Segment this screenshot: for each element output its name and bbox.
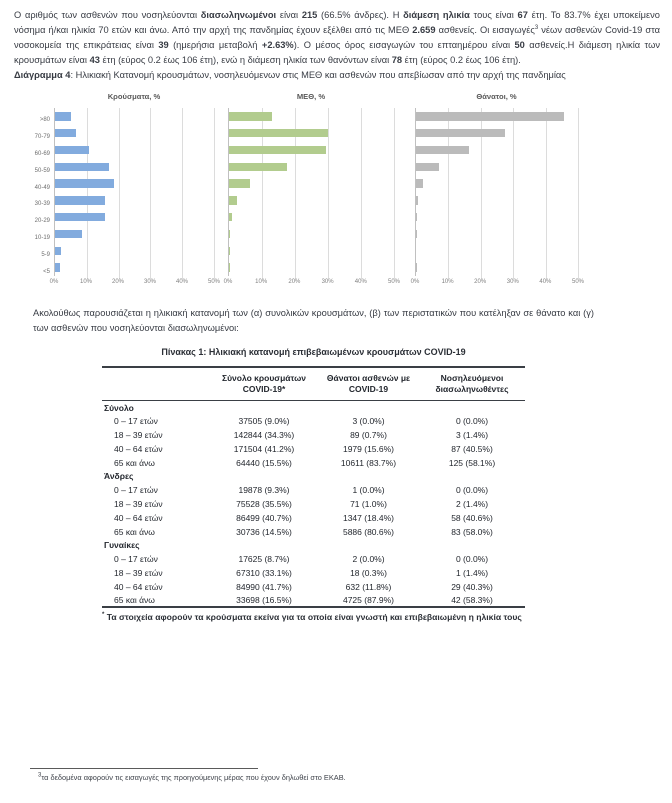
value-cell: 0 (0.0%) [455,554,489,565]
x-tick-label: 0% [410,279,420,285]
age-band-cell: 0 – 17 ετών [114,554,158,565]
bar-row [229,242,394,259]
age-band-cell: 18 – 39 ετών [114,429,163,440]
table-row [102,566,525,580]
value-cell: 1 (0.0%) [352,485,385,496]
text-segment: ασθενείς.Η διάμεση ηλικία των κρουσμάτων είναι [14,40,660,65]
bar [229,129,328,138]
value-cell: 83 (58.0%) [451,526,493,537]
value-cell: 89 (0.7%) [350,429,387,440]
value-cell: 84990 (41.7%) [236,581,292,592]
value-cell: 64440 (15.5%) [236,457,292,468]
x-tick-label: 20% [474,279,487,285]
text-segment: (ημερήσια μεταβολή [168,40,262,50]
bar-row [416,192,578,209]
table-title: Πίνακας 1: Ηλικιακή κατανομή επιβεβαιωμένων κρουσμάτων COVID-19 [161,347,466,357]
y-axis-label: 20-29 [34,218,50,225]
bar-row [229,226,394,243]
x-tick-label: 30% [143,279,157,285]
gridline [214,108,215,279]
bar-row [55,242,214,259]
chart-icu-xticks [223,279,401,291]
chart-deaths-plot [415,108,578,276]
text-segment: είναι [276,10,302,20]
text-segment: έτη (εύρος 0.2 έως 106 έτη). [402,55,521,65]
text-segment: Διάγραμμα 4 [14,70,71,80]
x-tick-label: 10% [255,279,268,285]
bar-row [416,209,578,226]
superscript-marker: 3 [38,772,42,779]
bar [55,230,82,239]
chart-cases-xticks [49,279,221,291]
bar-row [55,192,214,209]
page-footnote [30,768,630,782]
age-band-cell: 0 – 17 ετών [114,485,158,496]
table-header-row [102,367,525,401]
age-band-cell: 65 και άνω [114,457,155,468]
text-segment: 67 [517,10,528,20]
value-cell: 87 (40.5%) [451,443,493,454]
age-band-cell: 40 – 64 ετών [114,512,163,523]
y-axis-label: 50-59 [34,167,50,174]
value-cell: 71 (1.0%) [350,498,387,509]
y-axis-label: >80 [39,117,50,124]
bar [55,146,89,155]
chart-deaths-xticks [410,279,585,291]
age-band-cell: 0 – 17 ετών [114,416,158,427]
bar [229,213,232,222]
table-column-header: Θάνατοι ασθενών με COVID-19 [318,367,419,401]
gridline [578,108,579,279]
value-cell: 0 (0.0%) [455,416,489,427]
y-axis-label: 60-69 [34,150,50,157]
bar-row [416,125,578,142]
page-footnote-text [38,773,630,782]
y-axis-label: 5-9 [41,251,50,258]
chart-icu-title: ΜΕΘ, % [296,92,326,101]
value-cell: 29 (40.3%) [451,581,493,592]
bar [416,213,417,222]
bar [55,112,71,121]
bar-row [416,108,578,125]
value-cell: 67310 (33.1%) [236,567,292,578]
x-tick-label: 0% [223,279,233,285]
bar [229,163,287,172]
text-segment: 2.659 [412,25,436,35]
table-group-label: Σύνολο [104,402,134,413]
bar [416,146,469,155]
table-group-row [102,538,525,552]
table-header-blank [102,367,210,401]
bar [55,247,61,256]
y-axis-label: 30-39 [34,201,50,208]
value-cell: 1347 (18.4%) [342,512,395,523]
bar-row [416,142,578,159]
text-segment: Τα στοιχεία αφορούν τα κρούσματα εκείνα για τα οποία είναι γνωστή και επιβεβαιωμένη η ηλικία τους [104,612,522,623]
text-segment: τους είναι [469,10,518,20]
text-segment: 78 [391,55,403,65]
table-row [102,456,525,470]
bar [229,179,250,188]
y-axis-label: 10-19 [34,234,50,241]
x-tick-label: 40% [539,279,552,285]
value-cell: 632 (11.8%) [345,581,392,592]
text-segment: +2.63% [261,40,294,50]
table-footnote [102,612,532,622]
value-cell: 3 (1.4%) [455,429,489,440]
table-row [102,594,525,608]
table-row [102,497,525,511]
age-band-cell: 18 – 39 ετών [114,567,163,578]
table-row [102,414,525,428]
footnote-divider [30,768,258,769]
bar [416,129,505,138]
table-group-label: Άνδρες [104,471,134,482]
bar [55,163,109,172]
table-group-row [102,401,525,415]
bar-row [55,125,214,142]
cases-table-header [102,367,525,401]
chart-cases [49,92,221,291]
text-segment: : Ηλικιακή Κατανομή κρουσμάτων, νοσηλευόμενων στις ΜΕΘ και ασθενών που απεβίωσαν από την αρχή της πανδημίας [70,70,566,80]
bar-row [55,226,214,243]
bar-row [416,158,578,175]
value-cell: 5886 (80.6%) [342,526,395,537]
x-tick-label: 10% [79,279,93,285]
chart-icu-plot [228,108,394,276]
bar-row [55,259,214,276]
bar [55,179,114,188]
diagram-caption [14,68,660,83]
text-segment: 50 [514,40,525,50]
x-tick-label: 40% [175,279,189,285]
chart-cases-title: Κρούσματα, % [107,92,161,101]
table-intro-paragraph: Ακολούθως παρουσιάζεται η ηλικιακή κατανομή των (α) συνολικών κρουσμάτων, (β) των περιστατικών που κατέληξαν σε θάνατο και (γ) των ασθενών που νοσηλεύονται διασωληνωμένοι: [33,308,594,333]
text-segment: τα δεδομένα αφορούν τις εισαγωγές της προηγούμενης μέρας που έχουν δηλωθεί στο ΕΚΑΒ. [41,773,346,782]
x-tick-label: 40% [354,279,367,285]
text-segment: ασθενείς. Οι εισαγωγές [435,25,535,35]
value-cell: 19878 (9.3%) [238,485,290,496]
bar [55,263,60,272]
value-cell: 75528 (35.5%) [236,498,292,509]
bar [416,112,564,121]
bar-row [229,158,394,175]
bar [229,112,272,121]
bar [55,129,76,138]
bar-row [55,175,214,192]
bar-row [416,259,578,276]
text-segment: 39 [158,40,169,50]
x-tick-label: 0% [49,279,59,285]
value-cell: 18 (0.3%) [350,567,387,578]
value-cell: 86499 (40.7%) [236,512,292,523]
bar [416,163,439,172]
bar-row [229,209,394,226]
text-segment: (66.5% άνδρες). Η [317,10,404,20]
bar-row [416,226,578,243]
bar [229,146,326,155]
text-segment: ). Ο μέσος όρος εισαγωγών του επταημέρου είναι [293,40,515,50]
text-segment: έτη. Το 83.7% έχει υποκείμενο νόσημα ή/και ηλικία 70 ετών και άνω. Από την αρχή της πανδημίας έχουν εξέλθει από τις ΜΕΘ [14,10,660,35]
value-cell: 2 (1.4%) [455,498,489,509]
chart-icu [223,92,401,291]
age-band-cell: 65 και άνω [114,526,155,537]
table-group-row [102,469,525,483]
superscript-marker: 3 [534,24,539,31]
x-tick-label: 30% [506,279,519,285]
bar-row [55,108,214,125]
bar-row [55,142,214,159]
text-segment: 43 [89,55,100,65]
bar-row [229,108,394,125]
superscript-marker: * [102,612,105,619]
table-row [102,511,525,525]
value-cell: 58 (40.6%) [451,512,493,523]
value-cell: 0 (0.0%) [455,485,489,496]
value-cell: 30736 (14.5%) [236,526,292,537]
cases-table-body [102,401,525,608]
x-tick-label: 50% [387,279,401,285]
age-band-cell: 40 – 64 ετών [114,443,163,454]
table-row [102,580,525,594]
age-distribution-figure [32,92,660,291]
bar-row [229,192,394,209]
bar [416,196,418,205]
text-segment: διάμεση ηλικία [403,10,470,20]
age-band-cell: 18 – 39 ετών [114,498,163,509]
value-cell: 33698 (16.5%) [236,595,292,606]
summary-paragraph [14,8,660,68]
x-tick-label: 50% [207,279,221,285]
cases-table [102,366,525,608]
table-row [102,442,525,456]
bar [55,196,105,205]
value-cell: 142844 (34.3%) [233,429,295,440]
bar-row [416,175,578,192]
x-tick-label: 10% [441,279,454,285]
y-axis-label: <5 [43,268,50,275]
bar-row [55,209,214,226]
table-group-label: Γυναίκες [104,540,140,551]
table-row [102,552,525,566]
bar-row [229,259,394,276]
bar-row [229,125,394,142]
chart-deaths [410,92,585,291]
x-tick-label: 50% [571,279,585,285]
age-band-cell: 40 – 64 ετών [114,581,163,592]
bar-row [55,158,214,175]
value-cell: 2 (0.0%) [352,554,385,565]
bar [229,230,230,239]
table-column-header: Σύνολο κρουσμάτων COVID-19* [210,367,318,401]
table-row [102,428,525,442]
x-tick-label: 20% [111,279,125,285]
value-cell: 125 (58.1%) [448,457,496,468]
value-cell: 10611 (83.7%) [340,457,397,468]
chart-y-axis-labels [32,112,54,291]
bar [416,179,423,188]
bar-row [229,142,394,159]
table-row [102,483,525,497]
value-cell: 1979 (15.6%) [342,443,395,454]
y-axis-label: 70-79 [34,134,50,141]
bar-row [416,242,578,259]
y-axis-label: 40-49 [34,184,50,191]
text-segment: 215 [301,10,318,20]
text-segment: διασωληνωμένοι [200,10,277,20]
chart-cases-plot [54,108,214,276]
x-tick-label: 30% [321,279,334,285]
text-segment: νέων ασθενών Covid-19 στα νοσοκομεία της επικράτειας είναι [14,25,660,50]
gridline [394,108,395,279]
value-cell: 3 (0.0%) [352,416,385,427]
value-cell: 4725 (87.9%) [342,595,395,606]
value-cell: 1 (1.4%) [455,567,489,578]
text-segment: Ο αριθμός των ασθενών που νοσηλεύονται [14,10,201,20]
value-cell: 171504 (41.2%) [233,443,295,454]
chart-deaths-title: Θάνατοι, % [476,92,517,101]
bar-row [229,175,394,192]
table-row [102,525,525,539]
bar [55,213,105,222]
value-cell: 42 (58.3%) [451,595,493,606]
x-tick-label: 20% [288,279,301,285]
value-cell: 37505 (9.0%) [238,416,290,427]
bar [229,196,237,205]
text-segment: έτη (εύρος 0.2 έως 106 έτη), ενώ η διάμεση ηλικία των θανόντων είναι [99,55,392,65]
age-band-cell: 65 και άνω [114,595,155,606]
bar [229,263,230,272]
table-column-header: Νοσηλευόμενοι διασωληνωθέντες [419,367,525,401]
value-cell: 17625 (8.7%) [238,554,290,565]
